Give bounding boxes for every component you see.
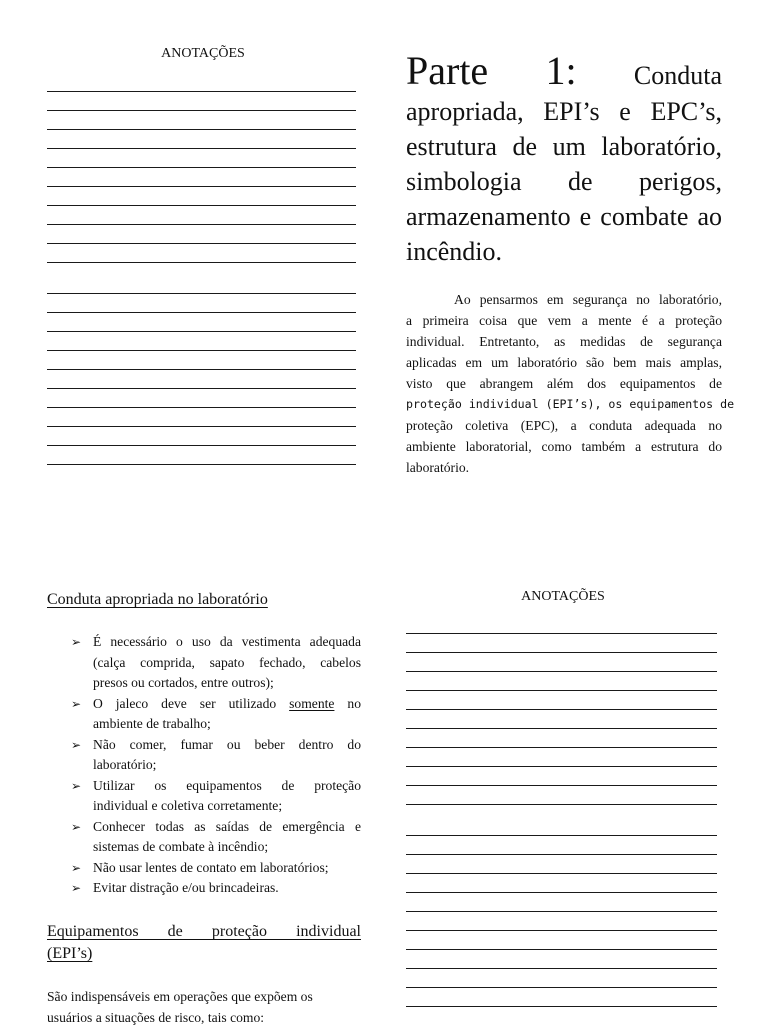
paragraph-line: ambiente laboratorial, como também a estrutura do bbox=[406, 436, 722, 457]
list-item bbox=[70, 858, 361, 879]
note-line bbox=[47, 350, 356, 351]
note-line bbox=[47, 445, 356, 446]
list-item-line: Evitar distração e/ou brincadeiras. bbox=[93, 878, 361, 899]
part-number: 1: bbox=[545, 48, 576, 94]
note-line bbox=[406, 835, 717, 836]
paragraph-line: laboratório. bbox=[406, 457, 722, 478]
list-item-line: presos ou cortados, entre outros); bbox=[93, 673, 361, 694]
note-line bbox=[406, 671, 717, 672]
note-line bbox=[47, 369, 356, 370]
note-line bbox=[406, 785, 717, 786]
note-line bbox=[47, 262, 356, 263]
note-line bbox=[47, 426, 356, 427]
note-line bbox=[406, 892, 717, 893]
note-line bbox=[406, 911, 717, 912]
arrow-bullet-icon: ➢ bbox=[71, 878, 81, 899]
list-item-line: ambiente de trabalho; bbox=[93, 714, 361, 735]
list-item-line: sistemas de combate à incêndio; bbox=[93, 837, 361, 858]
arrow-bullet-icon: ➢ bbox=[71, 817, 81, 838]
heading-line: (EPI’s) bbox=[47, 943, 361, 965]
note-line bbox=[47, 186, 356, 187]
part-title-line: simbologia de perigos, bbox=[406, 164, 722, 199]
note-line bbox=[406, 1006, 717, 1007]
note-line bbox=[47, 148, 356, 149]
list-item-line: Não comer, fumar ou beber dentro do bbox=[93, 735, 361, 756]
paragraph-line: visto que abrangem além dos equipamentos de bbox=[406, 373, 722, 394]
part-title-line: estrutura de um laboratório, bbox=[406, 129, 722, 164]
list-item bbox=[70, 735, 361, 776]
list-item-line: Conhecer todas as saídas de emergência e bbox=[93, 817, 361, 838]
note-line bbox=[47, 167, 356, 168]
part-title-first-word: Conduta bbox=[634, 58, 722, 93]
list-item-line: É necessário o uso da vestimenta adequada bbox=[93, 632, 361, 653]
note-line bbox=[406, 949, 717, 950]
notes-lines bbox=[47, 0, 356, 480]
paragraph-line: a primeira coisa que vem a mente é a proteção bbox=[406, 310, 722, 331]
epi-heading bbox=[47, 921, 361, 965]
paragraph-line: São indispensáveis em operações que expõem os bbox=[47, 987, 361, 1008]
paragraph-line: usuários a situações de risco, tais como: bbox=[47, 1008, 361, 1028]
list-item bbox=[70, 632, 361, 694]
paragraph-line: Ao pensarmos em segurança no laboratório, bbox=[406, 289, 722, 310]
note-line bbox=[47, 205, 356, 206]
note-line bbox=[406, 747, 717, 748]
note-line bbox=[406, 930, 717, 931]
list-item-line: Não usar lentes de contato em laboratórios; bbox=[93, 858, 361, 879]
heading-line: Equipamentos de proteção individual bbox=[47, 921, 361, 943]
list-item-line: laboratório; bbox=[93, 755, 361, 776]
note-line bbox=[47, 110, 356, 111]
note-line bbox=[406, 804, 717, 805]
note-line bbox=[47, 464, 356, 465]
note-line bbox=[47, 91, 356, 92]
note-line bbox=[47, 312, 356, 313]
notes-heading: ANOTAÇÕES bbox=[48, 46, 358, 62]
note-line bbox=[47, 243, 356, 244]
note-line bbox=[406, 728, 717, 729]
note-line bbox=[406, 968, 717, 969]
note-line bbox=[47, 129, 356, 130]
conduct-heading: Conduta apropriada no laboratório bbox=[47, 591, 268, 609]
paragraph-line: aplicadas em um laboratório são bem mais amplas, bbox=[406, 352, 722, 373]
paragraph-line: individual. Entretanto, as medidas de segurança bbox=[406, 331, 722, 352]
part-title-line: armazenamento e combate ao bbox=[406, 199, 722, 234]
list-item-line: (calça comprida, sapato fechado, cabelos bbox=[93, 653, 361, 674]
list-item-line bbox=[93, 694, 361, 715]
list-item bbox=[70, 817, 361, 858]
list-item bbox=[70, 776, 361, 817]
conduct-list bbox=[70, 632, 361, 899]
note-line bbox=[406, 690, 717, 691]
list-item bbox=[70, 694, 361, 735]
note-line bbox=[47, 331, 356, 332]
note-line bbox=[47, 293, 356, 294]
note-line bbox=[406, 633, 717, 634]
list-item-text: no bbox=[334, 696, 361, 711]
list-item bbox=[70, 878, 361, 899]
list-item-text: O jaleco deve ser utilizado bbox=[93, 696, 289, 711]
note-line bbox=[406, 987, 717, 988]
note-line bbox=[406, 766, 717, 767]
list-item-line: Utilizar os equipamentos de proteção bbox=[93, 776, 361, 797]
epi-paragraph bbox=[47, 987, 361, 1028]
arrow-bullet-icon: ➢ bbox=[71, 735, 81, 756]
part-title-line: apropriada, EPI’s e EPC’s, bbox=[406, 94, 722, 129]
underlined-word: somente bbox=[289, 696, 334, 711]
note-line bbox=[47, 388, 356, 389]
part-title-line: incêndio. bbox=[406, 234, 722, 269]
note-line bbox=[406, 873, 717, 874]
note-line bbox=[47, 224, 356, 225]
arrow-bullet-icon: ➢ bbox=[71, 858, 81, 879]
arrow-bullet-icon: ➢ bbox=[71, 776, 81, 797]
notes-heading: ANOTAÇÕES bbox=[408, 589, 718, 605]
paragraph-line: proteção individual (EPI’s), os equipamentos de bbox=[406, 394, 722, 415]
note-line bbox=[47, 407, 356, 408]
arrow-bullet-icon: ➢ bbox=[71, 632, 81, 653]
note-line bbox=[406, 854, 717, 855]
part-label: Parte bbox=[406, 48, 488, 94]
note-line bbox=[406, 652, 717, 653]
arrow-bullet-icon: ➢ bbox=[71, 694, 81, 715]
paragraph-line: proteção coletiva (EPC), a conduta adequada no bbox=[406, 415, 722, 436]
note-line bbox=[406, 709, 717, 710]
notes-lines bbox=[406, 0, 717, 1024]
list-item-line: individual e coletiva corretamente; bbox=[93, 796, 361, 817]
